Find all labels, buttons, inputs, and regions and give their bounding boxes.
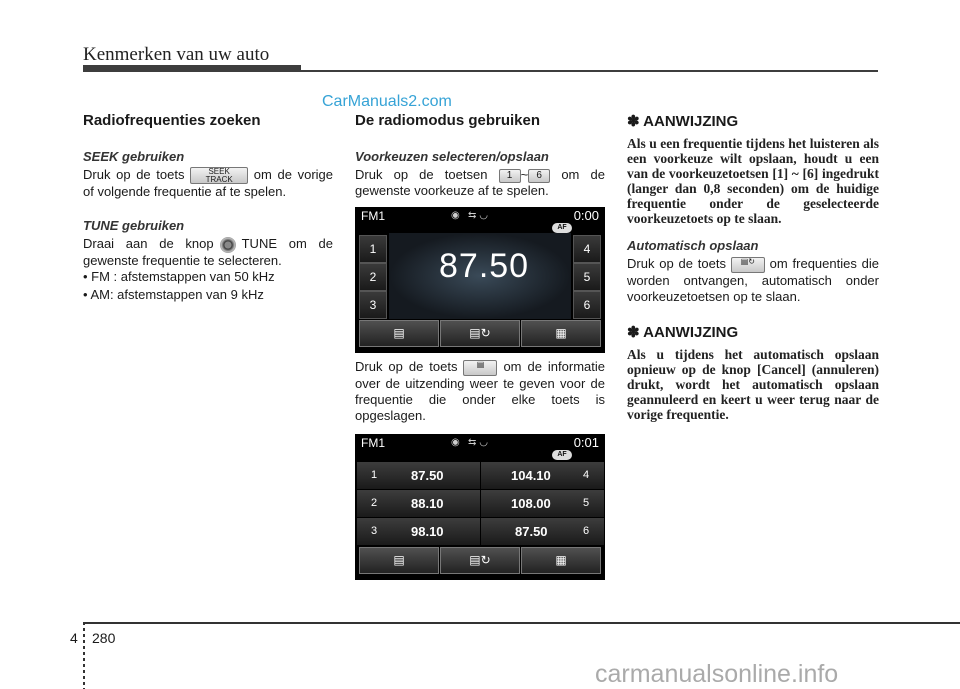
preset-frequency: 104.10 <box>511 467 551 483</box>
preset-frequency: 87.50 <box>515 523 548 539</box>
note-text-2: Als u tijdens het automatisch opslaan opnieuw op de knop [Cancel] (annuleren) drukt, wordt het automatisch opslaan geannuleerd en keert u weer terug naar de vorige frequentie. <box>627 346 879 422</box>
af-badge: AF <box>552 223 572 233</box>
note-heading-2: ✽ AANWIJZING <box>627 323 739 341</box>
preset-number: 1 <box>371 468 378 481</box>
clock: 0:01 <box>573 434 599 450</box>
band-label: FM1 <box>361 209 385 223</box>
note-text-1: Als u een frequentie tijdens het luisteren als een voorkeuze wilt opslaan, houdt u een van de voorkeuzetoetsen [1] ~ [6] ingedrukt (langer dan 0,8 seconden) om de huidige frequentie onder de geselecteerde voorkeuzetoets op te slaan. <box>627 136 879 226</box>
preset-number: 5 <box>583 496 590 509</box>
preset-frequency: 108.00 <box>511 495 551 511</box>
column-radio-frequencies <box>83 112 333 303</box>
preset-key-6-icon: 6 <box>528 169 550 183</box>
preset-text-a: Druk op de toetsen <box>355 167 488 182</box>
preset-number: 2 <box>371 496 378 509</box>
preset-frequency: 98.10 <box>411 523 444 539</box>
seek-subheading: SEEK gebruiken <box>83 149 185 164</box>
track-label: TRACK <box>205 175 233 185</box>
af-badge: AF <box>552 450 572 460</box>
preset-row[interactable] <box>481 462 604 490</box>
info-text-a: Druk op de toets <box>355 359 458 374</box>
preset-button-2[interactable]: 2 <box>359 263 387 291</box>
preset-number: 3 <box>371 524 378 537</box>
preset-number: 4 <box>583 468 590 481</box>
info-text-b: om de informatie over de uitzending weer te geven voor de frequentie die onder elke toets is opgeslagen. <box>355 359 605 423</box>
radio-screen-main <box>355 207 605 353</box>
preset-button-5[interactable]: 5 <box>573 263 601 291</box>
column-notes <box>627 112 879 422</box>
preset-row[interactable] <box>481 518 604 546</box>
section-heading: Radiofrequenties zoeken <box>83 112 261 129</box>
seek-paragraph <box>83 167 333 200</box>
watermark-link[interactable]: CarManuals2.com <box>322 93 452 110</box>
bullet-fm: • FM : afstemstappen van 50 kHz <box>83 268 275 284</box>
info-paragraph <box>355 359 605 424</box>
column-radio-mode <box>355 112 605 580</box>
preset-list-left <box>357 462 480 546</box>
footer-divider <box>83 622 85 689</box>
auto-store-paragraph <box>627 256 879 305</box>
list-button[interactable] <box>521 320 601 347</box>
preset-row[interactable] <box>357 490 480 518</box>
info-button[interactable] <box>359 320 439 347</box>
tune-text-a: Draai aan de knop <box>83 236 214 252</box>
tune-knob-icon <box>220 237 236 253</box>
preset-number: 6 <box>583 524 590 537</box>
auto-store-button[interactable] <box>440 547 520 574</box>
preset-paragraph <box>355 167 605 199</box>
grid-icon: ▦ <box>555 326 567 340</box>
preset-button-6[interactable]: 6 <box>573 291 601 319</box>
auto-store-icon: ▤↻ <box>469 552 491 567</box>
info-key-icon: ▤ <box>463 360 497 376</box>
info-icon: ▤ <box>393 552 405 567</box>
auto-store-subheading: Automatisch opslaan <box>627 238 759 253</box>
preset-row[interactable] <box>481 490 604 518</box>
section-heading: De radiomodus gebruiken <box>355 112 541 129</box>
preset-row[interactable] <box>357 462 480 490</box>
page-section: 4 <box>70 630 78 646</box>
footer-rule <box>83 622 960 624</box>
screen-status-bar <box>355 434 605 452</box>
page-header-title: Kenmerken van uw auto <box>83 44 270 65</box>
footer-watermark[interactable]: carmanualsonline.info <box>595 660 839 688</box>
tune-text-b: TUNE om de gewenste frequentie te selecteren. <box>83 236 333 268</box>
tilde: ~ <box>520 167 529 182</box>
preset-list-right <box>481 462 604 546</box>
header-rule <box>83 70 878 72</box>
seek-text-b: om de vorige of volgende frequentie af te spelen. <box>83 167 334 200</box>
seek-label: SEEK <box>208 167 230 177</box>
preset-text-b: om de gewenste voorkeuze af te spelen. <box>355 167 605 198</box>
preset-button-1[interactable]: 1 <box>359 235 387 263</box>
info-icon: ▤ <box>393 326 405 340</box>
status-icons: ◉ ⇆ ◡ <box>451 210 488 221</box>
grid-icon: ▦ <box>555 552 567 567</box>
status-icons: ◉ ⇆ ◡ <box>451 436 488 448</box>
auto-text-b: om frequenties die worden ontvangen, automatisch onder voorkeuzetoetsen op te slaan. <box>627 256 880 304</box>
preset-row[interactable] <box>357 518 480 546</box>
auto-store-icon: ▤↻ <box>469 326 491 340</box>
radio-screen-info <box>355 434 605 580</box>
band-label: FM1 <box>361 435 385 450</box>
info-button[interactable] <box>359 547 439 574</box>
seek-text-a: Druk op de toets <box>83 167 185 182</box>
frequency-display: 87.50 <box>439 247 530 285</box>
preset-button-3[interactable]: 3 <box>359 291 387 319</box>
auto-store-key-icon: ▤↻ <box>731 257 765 273</box>
list-button[interactable] <box>521 547 601 574</box>
auto-text-a: Druk op de toets <box>627 256 726 271</box>
auto-store-button[interactable] <box>440 320 520 347</box>
tune-paragraph <box>83 236 333 269</box>
preset-subheading: Voorkeuzen selecteren/opslaan <box>355 149 549 164</box>
note-heading-1: ✽ AANWIJZING <box>627 113 739 130</box>
page-number: 280 <box>92 630 116 646</box>
preset-frequency: 87.50 <box>411 467 444 483</box>
bullet-am: • AM: afstemstappen van 9 kHz <box>83 286 264 302</box>
seek-track-button-icon <box>190 167 248 184</box>
preset-key-1-icon: 1 <box>499 169 521 183</box>
preset-button-4[interactable]: 4 <box>573 235 601 263</box>
clock: 0:00 <box>573 208 599 223</box>
preset-frequency: 88.10 <box>411 495 444 511</box>
tune-subheading: TUNE gebruiken <box>83 218 185 234</box>
